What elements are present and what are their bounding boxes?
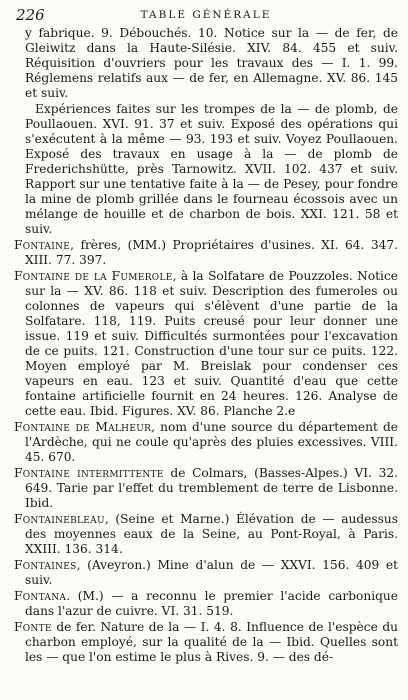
index-entry-continuation: y fabrique. 9. Débouchés. 10. Notice sur la — de fer, de Gleiwitz dans la Haute-Silésie. XIV. 84. 455 et suiv. Réquisition d'ouvriers pour les travaux des — I. 1. 99. Réglemens relatifs aux — de fer, en Allemagne. XV. 86. 145 et suiv. (25, 26, 398, 100)
entry-text: de fer. Nature de la — I. 4. 8. Influence de l'espèce du charbon employé, sur la qualité de la — Ibid. Quelles sont les — que l'on estime le plus à Rives. 9. — des dé- (25, 620, 398, 664)
index-entry (14, 512, 398, 557)
entry-term: Fontaine de la Fumerole (14, 269, 173, 283)
index-entry (14, 466, 398, 511)
index-entry (14, 238, 398, 268)
index-entry (14, 420, 398, 465)
entry-term: Fontaines (14, 558, 77, 572)
entry-term: Fontana (14, 589, 67, 603)
index-entry (14, 620, 398, 665)
index-entry (14, 589, 398, 619)
entry-term: Fontaine (14, 238, 71, 252)
running-title: TABLE GÉNÉRALE (140, 9, 272, 21)
entry-text: , (Seine et Marne.) Élévation de — audessus des moyennes eaux de la Seine, au Pont-Royal, à Paris. XXIII. 136. 314. (25, 512, 398, 556)
page-number: 226 (16, 6, 45, 24)
entry-text: . (M.) — a reconnu le premier l'acide carbonique dans l'azur de cuivre. VI. 31. 519. (25, 589, 398, 618)
index-entry (14, 558, 398, 588)
entry-term: Fontaine de Malheur (14, 420, 152, 434)
entry-text: de Colmars, (Basses-Alpes.) VI. 32. 649. Tarie par l'effet du tremblement de terre de Lisbonne. Ibid. (25, 466, 398, 510)
entry-text: , (Aveyron.) Mine d'alun de — XXVI. 156. 409 et suiv. (25, 558, 398, 587)
page-header (14, 4, 398, 26)
index-entries (14, 26, 398, 665)
index-entry-continuation: Expériences faites sur les trompes de la — de plomb, de Poullaouen. XVI. 91. 37 et suiv. Exposé des opérations qui s'exécutent à la même — 93. 193 et suiv. Voyez Poullaouen. Exposé des travaux en usage à la — de plomb de Frederichshütte, près Tarnowitz. XVII. 102. 437 et suiv. Rapport sur une tentative faite à la — de Pesey, pour fondre la mine de plomb grillée dans le fourneau écossois avec un mélange de houille et de charbon de bois. XXI. 121. 58 et suiv. (25, 102, 398, 236)
entry-term: Fontaine intermittente (14, 466, 164, 480)
entry-text: , frères, (MM.) Propriétaires d'usines. XI. 64. 347. XIII. 77. 397. (25, 238, 398, 267)
entry-text: , à la Solfatare de Pouzzoles. Notice sur la — XV. 86. 118 et suiv. Description des fumeroles ou colonnes de vapeurs qui s'élèvent d'une partie de la Solfatare. 118, 119. Puits creusé pour leur donner une issue. 119 et suiv. Difficultés surmontées pour l'excavation de ce puits. 121. Construction d'une tour sur ce puits. 122. Moyen employé par M. Breislak pour condenser ces vapeurs en eau. 123 et suiv. Quantité d'eau que cette fontaine artificielle fournit en 24 heures. 126. Analyse de cette eau. Ibid. Figures. XV. 86. Planche 2.e (25, 269, 398, 418)
index-entry (14, 269, 398, 419)
entry-text: , nom d'une source du département de l'Ardèche, qui ne coule qu'après des pluies excessives. VIII. 45. 670. (25, 420, 398, 464)
entry-term: Fonte (14, 620, 52, 634)
entry-term: Fontainebleau (14, 512, 105, 526)
